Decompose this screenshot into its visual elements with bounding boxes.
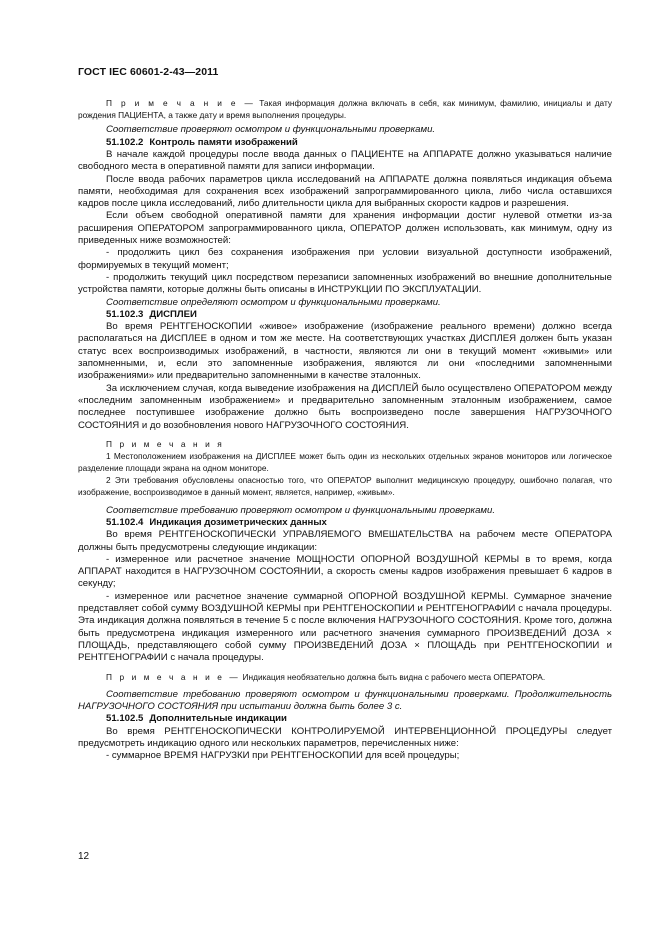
list-item: - суммарное ВРЕМЯ НАГРУЗКИ при РЕНТГЕНОСКОПИИ для всей процедуры; <box>106 750 460 762</box>
note: П р и м е ч а н и е — Такая информация должна включать в себя, как минимум, фамилию, инициалы и дату рождения ПАЦИЕНТА, а также дату и время выполнения процедуры. <box>78 98 613 121</box>
standard-header: ГОСТ IEC 60601-2-43—2011 <box>78 66 219 78</box>
list-item: - продолжить текущий цикл посредством перезаписи запомненных изображений во внешние дополнительные устройства памяти, которые должны быть описаны в ИНСТРУКЦИИ ПО ЭКСПЛУАТАЦИИ. <box>78 271 612 296</box>
paragraph: Во время РЕНТГЕНОСКОПИЧЕСКИ КОНТРОЛИРУЕМОЙ ИНТЕРВЕНЦИОННОЙ ПРОЦЕДУРЫ следует предусмотреть индикацию одного или нескольких параметров, перечисленных ниже: <box>78 725 612 749</box>
page-number: 12 <box>78 851 90 862</box>
paragraph: После ввода рабочих параметров цикла исследований на АППАРАТЕ должна появляться индикация объема памяти, необходимая для сохранения всех изображений запрограммированного цикла, либо числа оставшихся кадров после цикла исследований, либо длительности цикла для выбранных скорости кадров и разрешения. <box>78 173 612 210</box>
clause-heading: 51.102.3 ДИСПЛЕИ <box>106 308 197 320</box>
note: П р и м е ч а н и е — Индикация необязательно должна быть видна с рабочего места ОПЕРАТОРА. <box>106 671 546 682</box>
paragraph: Если объем свободной оперативной памяти для хранения информации достиг нулевой отметки из-за расширения ОПЕРАТОРОМ запрограммированного цикла, ОПЕРАТОР должен использовать, как минимум, одну из приведенных ниже возможностей: <box>78 210 612 247</box>
compliance-text: Соответствие требованию проверяют осмотром и функциональными проверками. <box>106 504 496 516</box>
clause-heading: 51.102.2 Контроль памяти изображений <box>106 136 298 148</box>
paragraph: За исключением случая, когда выведение изображения на ДИСПЛЕЙ было осуществлено ОПЕРАТОРОМ между «последним запомненным изображением» и предварительно запомненным эталонным изображением, самое последнее поступившее изображение должно быть воспроизведено после завершения НАГРУЗОЧНОГО СОСТОЯНИЯ и до возобновления нового НАГРУЗОЧНОГО СОСТОЯНИЯ. <box>78 382 612 431</box>
paragraph: В начале каждой процедуры после ввода данных о ПАЦИЕНТЕ на АППАРАТЕ должно указываться наличие свободного места в оперативной памяти для записи информации. <box>78 149 612 173</box>
note: 1 Местоположением изображения на ДИСПЛЕЕ может быть один из нескольких отдельных экранов мониторов или логическое разделение площади экрана на одном мониторе. <box>78 450 612 474</box>
compliance-text: Соответствие требованию проверяют осмотром и функциональными проверками. Продолжительность НАГРУЗОЧНОГО СОСТОЯНИЯ при испытании должна быть более 3 с. <box>78 688 612 712</box>
document-body <box>78 94 612 762</box>
list-item: - продолжить цикл без сохранения изображения при условии визуальной доступности изображений, формируемых в текущий момент; <box>78 247 612 271</box>
notes-title: П р и м е ч а н и я <box>106 438 225 449</box>
clause-heading: 51.102.5 Дополнительные индикации <box>106 713 287 725</box>
paragraph: Во время РЕНТГЕНОСКОПИЧЕСКИ УПРАВЛЯЕМОГО ВМЕШАТЕЛЬСТВА на рабочем месте ОПЕРАТОРА должны быть предусмотрены следующие индикации: <box>78 529 612 553</box>
paragraph: Во время РЕНТГЕНОСКОПИИ «живое» изображение (изображение реального времени) должно всегда располагаться на ДИСПЛЕЕ в одном и том же месте. На соответствующих участках ДИСПЛЕЯ должен быть указан статус всех воспроизводимых изображений, в частности, являются ли они в текущий момент «живыми» или запомненными, и, если это запомненные изображения, являются ли они «последними запомненными изображениями» или предварительно запомненными в качестве эталонных. <box>78 321 612 382</box>
clause-heading: 51.102.4 Индикация дозиметрических данных <box>106 516 327 528</box>
compliance-text: Соответствие проверяют осмотром и функциональными проверками. <box>106 124 436 136</box>
compliance-text: Соответствие определяют осмотром и функциональными проверками. <box>106 296 441 308</box>
list-item: - измеренное или расчетное значение МОЩНОСТИ ОПОРНОЙ ВОЗДУШНОЙ КЕРМЫ в то время, когда АППАРАТ находится в НАГРУЗОЧНОМ СОСТОЯНИИ, а скорость смены кадров изображения превышает 6 кадров в секунду; <box>78 553 612 590</box>
list-item: - измеренное или расчетное значение суммарной ОПОРНОЙ ВОЗДУШНОЙ КЕРМЫ. Суммарное значение представляет собой сумму ВОЗДУШНОЙ КЕРМЫ при РЕНТГЕНОСКОПИИ и РЕНТГЕНОГРАФИИ с начала процедуры. Эта индикация должна появляться в течение 5 с после включения НАГРУЗОЧНОГО СОСТОЯНИЯ. Кроме того, должна быть предусмотрена индикация измеренного или расчетного значения суммарного ПРОИЗВЕДЕНИЙ ДОЗА × ПЛОЩАДЬ, представляющего собой сумму ПРОИЗВЕДЕНИЙ ДОЗА × ПЛОЩАДЬ при РЕНТГЕНОСКОПИИ и РЕНТГЕНОГРАФИИ с начала процедуры. <box>78 590 612 664</box>
note: 2 Эти требования обусловлены опасностью того, что ОПЕРАТОР выполнит медицинскую процедуру, ошибочно полагая, что изображение, воспроизводимое в данный момент, является, например, «живым». <box>78 475 612 498</box>
